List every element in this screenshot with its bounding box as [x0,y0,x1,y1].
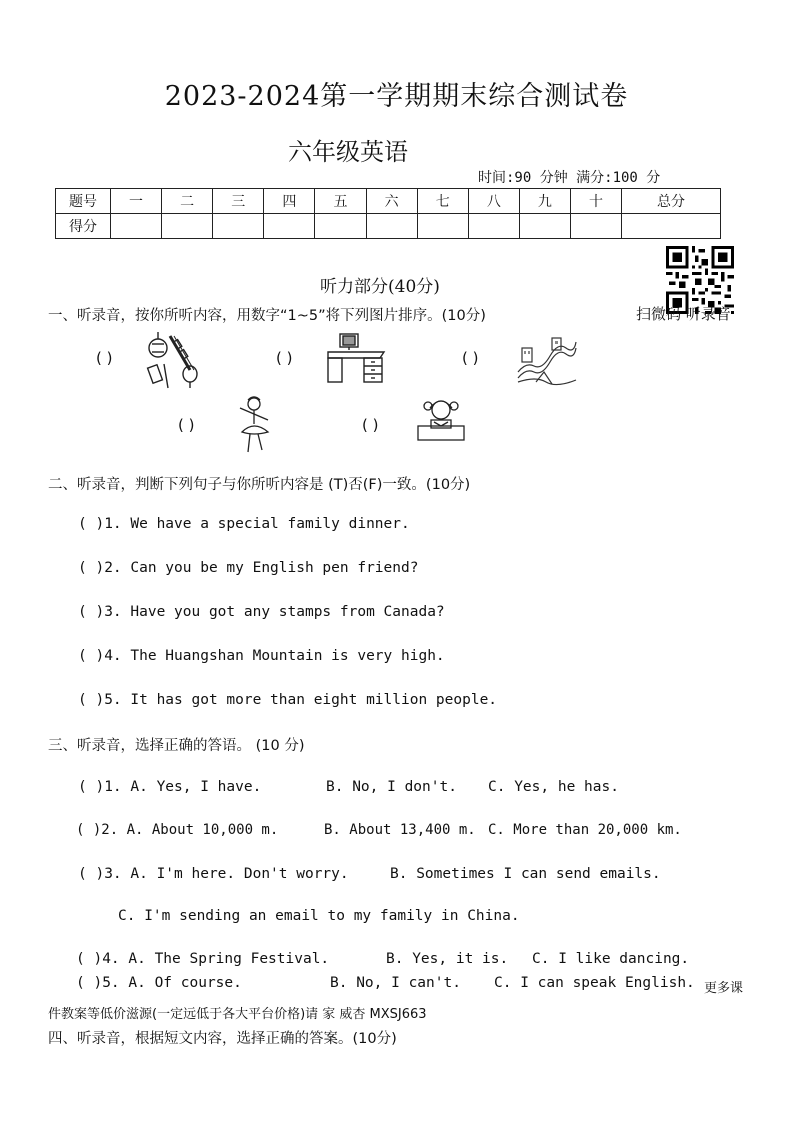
tf-item[interactable]: ( )1. We have a special family dinner. [78,516,410,532]
tf-item[interactable]: ( )4. The Huangshan Mountain is very high. [78,648,445,664]
choice-question[interactable]: ( )2. A. About 10,000 m. [76,822,279,838]
table-cell: 八 [468,189,519,214]
table-cell: 六 [366,189,417,214]
choice-option[interactable]: C. More than 20,000 km. [488,822,682,838]
score-table [55,188,721,239]
great-wall-picture [516,332,578,386]
score-cell[interactable] [213,214,264,239]
section2-heading: 二、听录音，判断下列句子与你所听内容是 (T)否(F)一致。(10分) [48,477,471,493]
score-cell[interactable] [468,214,519,239]
dancing-girl-picture [232,394,278,456]
choice-question[interactable]: ( )3. A. I'm here. Don't worry. [78,866,349,882]
listening-title: 听力部分(40分) [320,277,440,297]
section1-heading: 一、听录音，按你所听内容，用数字“1~5”将下列图片排序。(10分) [48,308,486,324]
firecrackers-lanterns-picture [144,330,202,390]
girl-reading-picture [414,396,468,442]
choice-option[interactable]: B. About 13,400 m. [324,822,476,838]
promo-text: 件教案等低价滋源(一定远低于各大平台价格)请 家 威杏 MXSJ663 [48,1007,427,1022]
score-cell[interactable] [366,214,417,239]
choice-option[interactable]: C. I can speak English. [494,975,695,991]
table-cell: 十 [570,189,621,214]
score-cell[interactable] [111,214,162,239]
answer-bracket[interactable]: ( ) [96,349,113,367]
score-cell[interactable] [622,214,721,239]
score-table-header-row [56,189,721,214]
choice-option[interactable]: C. Yes, he has. [488,779,619,795]
score-cell[interactable] [264,214,315,239]
score-cell[interactable] [570,214,621,239]
score-table-score-row [56,214,721,239]
page-subtitle: 六年级英语 [288,138,408,166]
table-cell: 一 [111,189,162,214]
table-cell: 得分 [56,214,111,239]
table-cell: 题号 [56,189,111,214]
promo-text-end: 更多课 [704,981,744,996]
tf-item[interactable]: ( )3. Have you got any stamps from Canada? [78,604,445,620]
choice-option[interactable]: B. Yes, it is. [386,951,509,967]
tf-item[interactable]: ( )2. Can you be my English pen friend? [78,560,419,576]
table-cell: 七 [417,189,468,214]
page-title: 2023-2024第一学期期末综合测试卷 [164,81,629,112]
answer-bracket[interactable]: ( ) [178,416,195,434]
choice-option[interactable]: C. I like dancing. [532,951,690,967]
section3-heading: 三、听录音，选择正确的答语。 (10 分) [48,738,305,754]
score-cell[interactable] [519,214,570,239]
choice-option[interactable]: B. Sometimes I can send emails. [390,866,661,882]
choice-option[interactable]: B. No, I don't. [326,779,457,795]
score-cell[interactable] [162,214,213,239]
score-cell[interactable] [315,214,366,239]
time-info: 时间:90 分钟 满分:100 分 [478,170,661,186]
table-cell: 五 [315,189,366,214]
section4-heading: 四、听录音，根据短文内容，选择正确的答案。(10分) [48,1031,397,1047]
choice-question[interactable]: ( )1. A. Yes, I have. [78,779,262,795]
answer-bracket[interactable]: ( ) [276,349,293,367]
answer-bracket[interactable]: ( ) [462,349,479,367]
score-cell[interactable] [417,214,468,239]
choice-option[interactable]: B. No, I can't. [330,975,461,991]
table-cell: 四 [264,189,315,214]
choice-question[interactable]: ( )4. A. The Spring Festival. [76,951,330,967]
scan-hint: 扫微码 听录音 [636,305,731,323]
choice-option[interactable]: C. I'm sending an email to my family in China. [118,908,520,924]
table-cell: 九 [519,189,570,214]
table-cell: 二 [162,189,213,214]
table-cell: 总分 [622,189,721,214]
desk-computer-picture [324,332,388,384]
answer-bracket[interactable]: ( ) [362,416,379,434]
tf-item[interactable]: ( )5. It has got more than eight million people. [78,692,498,708]
choice-question[interactable]: ( )5. A. Of course. [76,975,242,991]
table-cell: 三 [213,189,264,214]
